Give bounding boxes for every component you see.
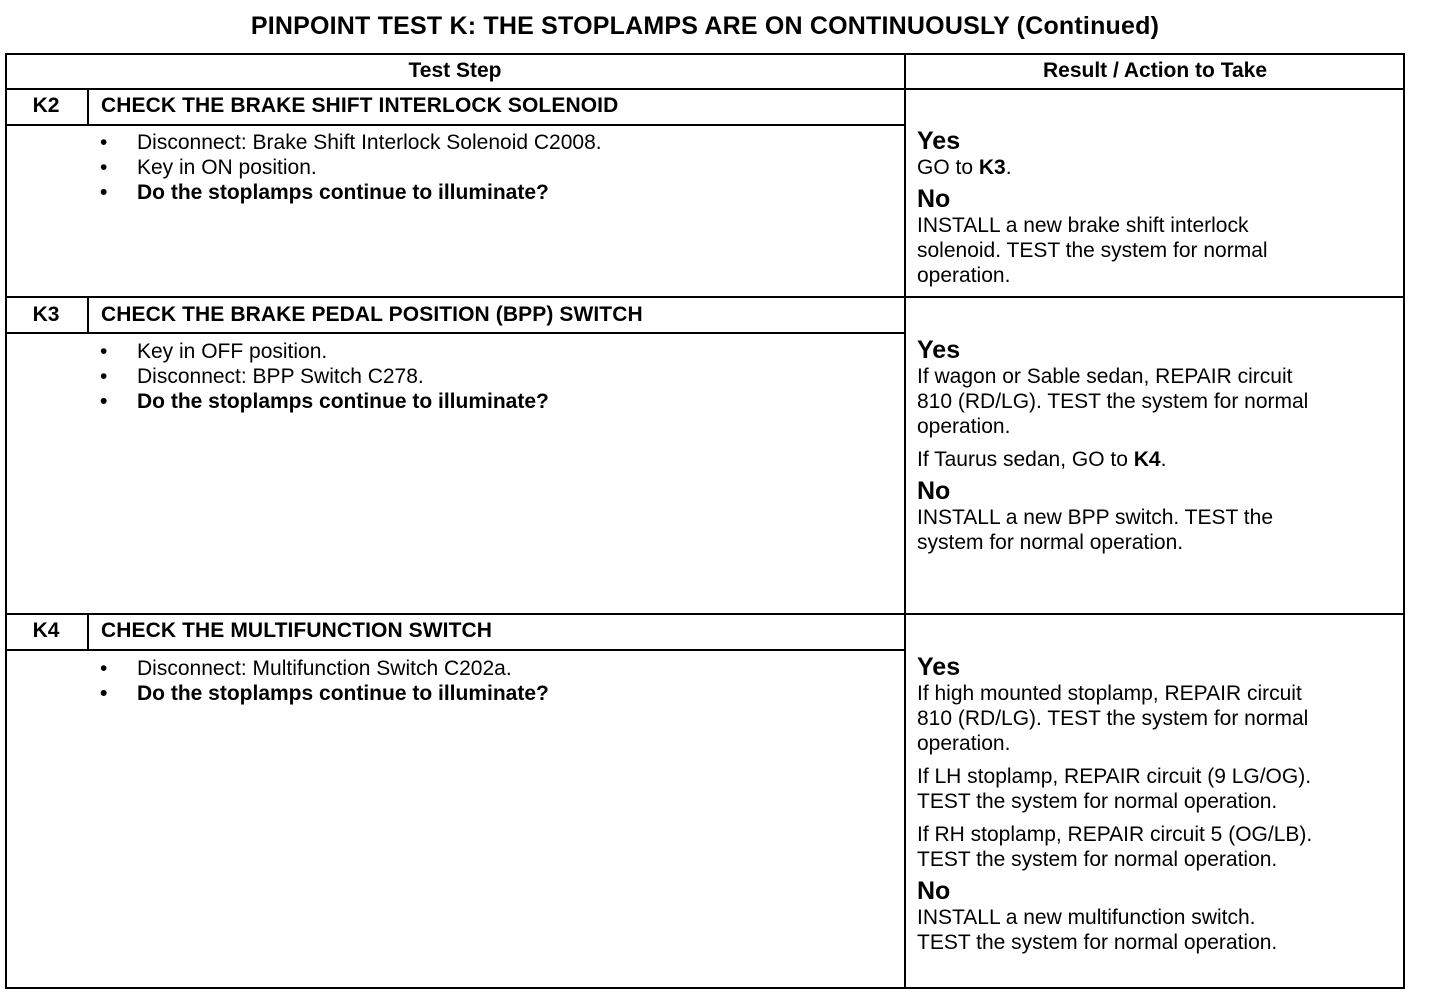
list-item: • Key in OFF position. bbox=[100, 340, 328, 363]
k3-title-underline bbox=[5, 332, 906, 334]
bullet-icon: • bbox=[100, 365, 108, 388]
step-id-k4: K4 bbox=[32, 619, 60, 642]
k3-k4-divider bbox=[5, 613, 1405, 615]
step-bullets-k3 bbox=[100, 339, 549, 414]
no-action: INSTALL a new brake shift interlock solenoid. TEST the system for normal operation. bbox=[917, 214, 1268, 287]
no-label: No bbox=[917, 477, 951, 505]
no-action: INSTALL a new BPP switch. TEST the system for normal operation. bbox=[917, 506, 1273, 554]
bullet-icon: • bbox=[100, 682, 108, 705]
yes-label: Yes bbox=[917, 653, 961, 681]
yes-action: If wagon or Sable sedan, REPAIR circuit 810 (RD/LG). TEST the system for normal operation. bbox=[917, 365, 1309, 438]
no-action: INSTALL a new multifunction switch. TEST the system for normal operation. bbox=[917, 906, 1278, 954]
no-label: No bbox=[917, 877, 951, 905]
list-item: • Key in ON position. bbox=[100, 156, 317, 179]
k3-id-divider bbox=[87, 296, 89, 334]
step-id-k2: K2 bbox=[32, 94, 60, 117]
result-k4 bbox=[917, 654, 1401, 955]
yes-label: Yes bbox=[917, 127, 961, 155]
step-title-k2: CHECK THE BRAKE SHIFT INTERLOCK SOLENOID bbox=[101, 94, 619, 117]
yes-action-alt: If Taurus sedan, GO to K4. bbox=[917, 448, 1167, 471]
bullet-icon: • bbox=[100, 131, 108, 154]
step-bullets-k4 bbox=[100, 656, 549, 706]
step-title-k4: CHECK THE MULTIFUNCTION SWITCH bbox=[101, 619, 493, 642]
list-item: • Disconnect: Multifunction Switch C202a. bbox=[100, 657, 512, 680]
list-item: • Disconnect: Brake Shift Interlock Solenoid C2008. bbox=[100, 131, 602, 154]
header-divider bbox=[5, 88, 1405, 90]
step-bullets-k2 bbox=[100, 130, 602, 205]
no-label: No bbox=[917, 185, 951, 213]
k2-id-divider bbox=[87, 88, 89, 126]
k4-id-divider bbox=[87, 613, 89, 651]
column-divider bbox=[904, 53, 906, 989]
k4-title-underline bbox=[5, 649, 906, 651]
step-id-k3: K3 bbox=[32, 303, 60, 326]
yes-action: If high mounted stoplamp, REPAIR circuit 810 (RD/LG). TEST the system for normal operation. bbox=[917, 682, 1309, 755]
bullet-icon: • bbox=[100, 340, 108, 363]
list-item: • Disconnect: BPP Switch C278. bbox=[100, 365, 424, 388]
result-k2 bbox=[917, 128, 1401, 288]
yes-label: Yes bbox=[917, 336, 961, 364]
k2-k3-divider bbox=[5, 296, 1405, 298]
step-title-k3: CHECK THE BRAKE PEDAL POSITION (BPP) SWITCH bbox=[101, 303, 643, 326]
bullet-icon: • bbox=[100, 657, 108, 680]
result-k3 bbox=[917, 337, 1401, 555]
yes-action: GO to K3. bbox=[917, 156, 1012, 179]
k2-title-underline bbox=[5, 124, 906, 126]
list-item: • Do the stoplamps continue to illuminate? bbox=[100, 390, 549, 413]
bullet-icon: • bbox=[100, 390, 108, 413]
header-result-action: Result / Action to Take bbox=[1042, 59, 1268, 82]
bullet-icon: • bbox=[100, 156, 108, 179]
bullet-icon: • bbox=[100, 181, 108, 204]
yes-action-rh: If RH stoplamp, REPAIR circuit 5 (OG/LB). TEST the system for normal operation. bbox=[917, 823, 1313, 871]
header-test-step: Test Step bbox=[408, 59, 502, 82]
list-item: • Do the stoplamps continue to illuminate? bbox=[100, 682, 549, 705]
yes-action-lh: If LH stoplamp, REPAIR circuit (9 LG/OG). TEST the system for normal operation. bbox=[917, 765, 1312, 813]
page-title: PINPOINT TEST K: THE STOPLAMPS ARE ON CONTINUOUSLY (Continued) bbox=[250, 12, 1160, 40]
list-item: • Do the stoplamps continue to illuminate? bbox=[100, 181, 549, 204]
